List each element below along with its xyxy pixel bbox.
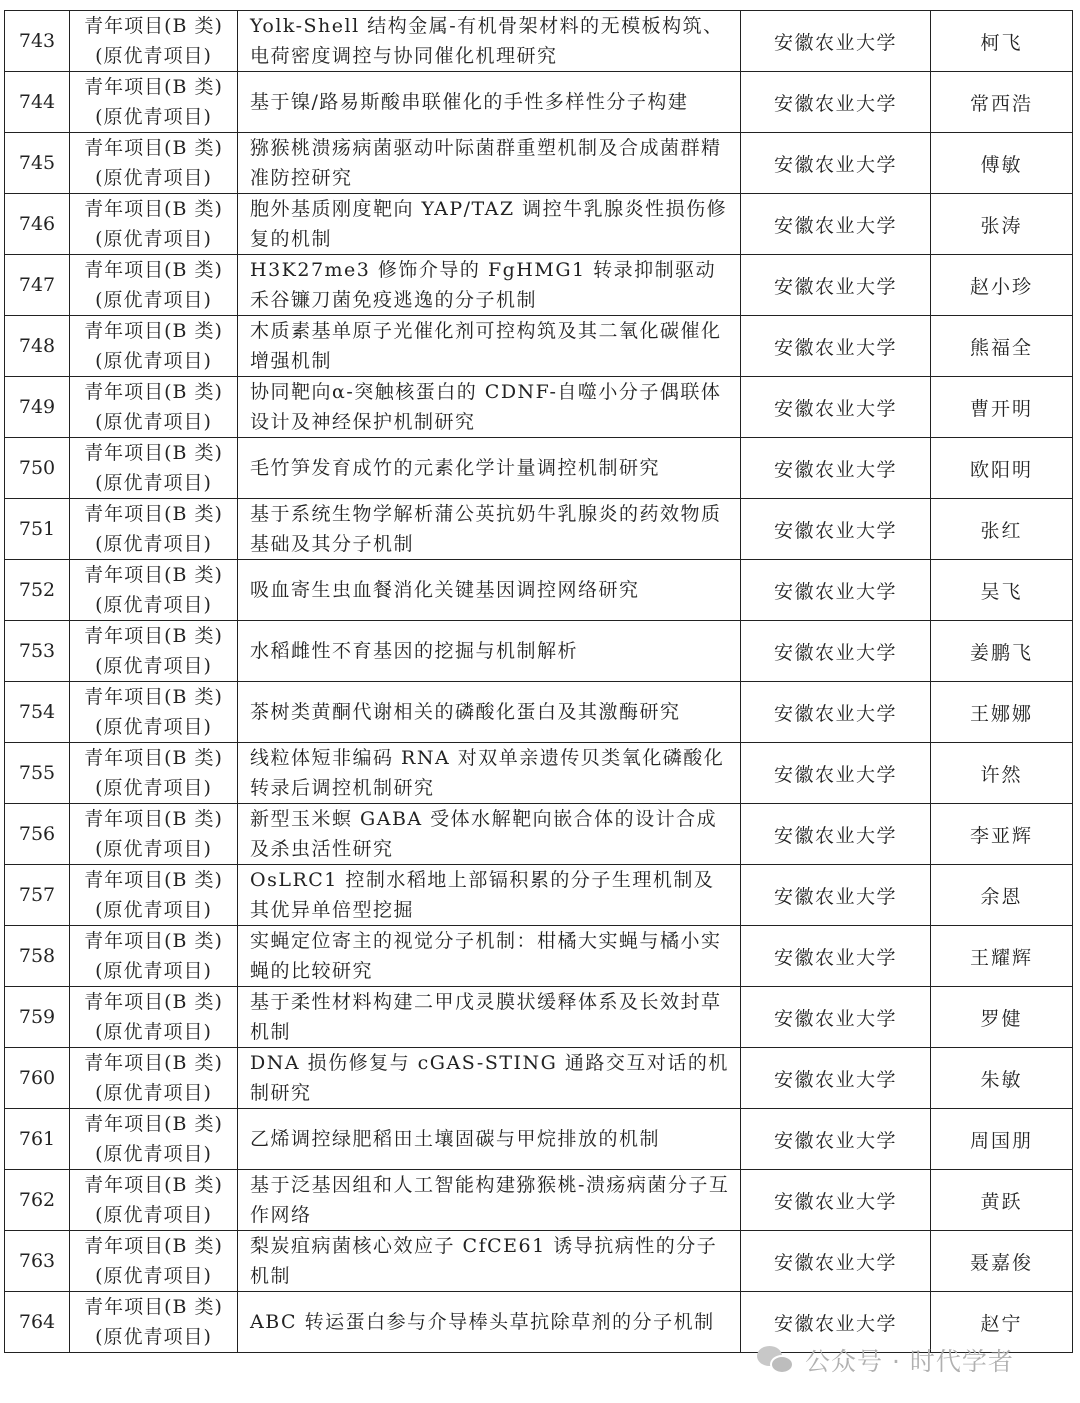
project-type	[70, 560, 238, 621]
institution: 安徽农业大学	[741, 682, 931, 743]
project-title: OsLRC1 控制水稻地上部镉积累的分子生理机制及其优异单倍型挖掘	[238, 865, 741, 926]
principal-investigator: 熊福全	[931, 316, 1073, 377]
row-number: 749	[5, 377, 70, 438]
principal-investigator: 傅敏	[931, 133, 1073, 194]
principal-investigator: 周国朋	[931, 1109, 1073, 1170]
row-number: 755	[5, 743, 70, 804]
table-row	[5, 804, 1073, 865]
principal-investigator: 常西浩	[931, 72, 1073, 133]
project-type-note: (原优青项目)	[95, 960, 212, 982]
principal-investigator: 罗健	[931, 987, 1073, 1048]
grant-table	[4, 10, 1073, 1353]
principal-investigator: 赵小珍	[931, 255, 1073, 316]
project-type-line: 青年项目(B 类)	[84, 747, 223, 769]
principal-investigator: 朱敏	[931, 1048, 1073, 1109]
institution: 安徽农业大学	[741, 560, 931, 621]
table-row	[5, 987, 1073, 1048]
table-row	[5, 560, 1073, 621]
project-title: ABC 转运蛋白参与介导棒头草抗除草剂的分子机制	[238, 1292, 741, 1353]
principal-investigator: 余恩	[931, 865, 1073, 926]
project-type-note: (原优青项目)	[95, 289, 212, 311]
institution: 安徽农业大学	[741, 194, 931, 255]
principal-investigator: 聂嘉俊	[931, 1231, 1073, 1292]
row-number: 763	[5, 1231, 70, 1292]
project-type-line: 青年项目(B 类)	[84, 1113, 223, 1135]
principal-investigator: 柯飞	[931, 11, 1073, 72]
table-row	[5, 72, 1073, 133]
project-title: 基于泛基因组和人工智能构建猕猴桃-溃疡病菌分子互作网络	[238, 1170, 741, 1231]
institution: 安徽农业大学	[741, 1292, 931, 1353]
row-number: 753	[5, 621, 70, 682]
institution: 安徽农业大学	[741, 1231, 931, 1292]
project-type	[70, 865, 238, 926]
institution: 安徽农业大学	[741, 621, 931, 682]
table-row	[5, 377, 1073, 438]
row-number: 744	[5, 72, 70, 133]
project-type-note: (原优青项目)	[95, 838, 212, 860]
project-type-line: 青年项目(B 类)	[84, 808, 223, 830]
institution: 安徽农业大学	[741, 316, 931, 377]
institution: 安徽农业大学	[741, 255, 931, 316]
project-type-line: 青年项目(B 类)	[84, 15, 223, 37]
project-type-line: 青年项目(B 类)	[84, 1235, 223, 1257]
project-type-note: (原优青项目)	[95, 411, 212, 433]
project-type-note: (原优青项目)	[95, 1265, 212, 1287]
project-type-note: (原优青项目)	[95, 1326, 212, 1348]
project-type-note: (原优青项目)	[95, 106, 212, 128]
project-type	[70, 133, 238, 194]
project-type	[70, 1109, 238, 1170]
row-number: 748	[5, 316, 70, 377]
row-number: 764	[5, 1292, 70, 1353]
project-title: 茶树类黄酮代谢相关的磷酸化蛋白及其激酶研究	[238, 682, 741, 743]
project-type-note: (原优青项目)	[95, 45, 212, 67]
row-number: 752	[5, 560, 70, 621]
project-type	[70, 987, 238, 1048]
watermark	[757, 1340, 1014, 1380]
institution: 安徽农业大学	[741, 377, 931, 438]
project-title: 新型玉米螟 GABA 受体水解靶向嵌合体的设计合成及杀虫活性研究	[238, 804, 741, 865]
project-type-note: (原优青项目)	[95, 594, 212, 616]
project-title: 水稻雌性不育基因的挖掘与机制解析	[238, 621, 741, 682]
project-type-note: (原优青项目)	[95, 533, 212, 555]
row-number: 762	[5, 1170, 70, 1231]
project-type-line: 青年项目(B 类)	[84, 991, 223, 1013]
project-type-line: 青年项目(B 类)	[84, 442, 223, 464]
project-type	[70, 1292, 238, 1353]
table-body	[5, 11, 1073, 1353]
project-title: 木质素基单原子光催化剂可控构筑及其二氧化碳催化增强机制	[238, 316, 741, 377]
project-type-note: (原优青项目)	[95, 1204, 212, 1226]
project-type	[70, 1231, 238, 1292]
institution: 安徽农业大学	[741, 72, 931, 133]
table-row	[5, 1048, 1073, 1109]
project-title: 梨炭疽病菌核心效应子 CfCE61 诱导抗病性的分子机制	[238, 1231, 741, 1292]
row-number: 743	[5, 11, 70, 72]
project-type-line: 青年项目(B 类)	[84, 564, 223, 586]
institution: 安徽农业大学	[741, 865, 931, 926]
project-type	[70, 316, 238, 377]
project-type-note: (原优青项目)	[95, 716, 212, 738]
project-type	[70, 72, 238, 133]
table-row	[5, 133, 1073, 194]
table-row	[5, 621, 1073, 682]
project-title: 猕猴桃溃疡病菌驱动叶际菌群重塑机制及合成菌群精准防控研究	[238, 133, 741, 194]
row-number: 761	[5, 1109, 70, 1170]
project-type	[70, 621, 238, 682]
project-type	[70, 438, 238, 499]
project-type-note: (原优青项目)	[95, 1021, 212, 1043]
institution: 安徽农业大学	[741, 1170, 931, 1231]
principal-investigator: 李亚辉	[931, 804, 1073, 865]
project-title: 实蝇定位寄主的视觉分子机制：柑橘大实蝇与橘小实蝇的比较研究	[238, 926, 741, 987]
project-title: 胞外基质刚度靶向 YAP/TAZ 调控牛乳腺炎性损伤修复的机制	[238, 194, 741, 255]
project-title: DNA 损伤修复与 cGAS-STING 通路交互对话的机制研究	[238, 1048, 741, 1109]
table-row	[5, 1109, 1073, 1170]
project-type-note: (原优青项目)	[95, 899, 212, 921]
institution: 安徽农业大学	[741, 804, 931, 865]
project-type-line: 青年项目(B 类)	[84, 686, 223, 708]
row-number: 758	[5, 926, 70, 987]
principal-investigator: 欧阳明	[931, 438, 1073, 499]
project-type-line: 青年项目(B 类)	[84, 76, 223, 98]
project-title: 协同靶向α-突触核蛋白的 CDNF-自噬小分子偶联体设计及神经保护机制研究	[238, 377, 741, 438]
project-type-line: 青年项目(B 类)	[84, 198, 223, 220]
institution: 安徽农业大学	[741, 926, 931, 987]
project-type	[70, 926, 238, 987]
principal-investigator: 王耀辉	[931, 926, 1073, 987]
watermark-text: 公众号 · 时代学者	[805, 1347, 1014, 1376]
principal-investigator: 张红	[931, 499, 1073, 560]
institution: 安徽农业大学	[741, 11, 931, 72]
row-number: 747	[5, 255, 70, 316]
project-type-line: 青年项目(B 类)	[84, 259, 223, 281]
project-title: 毛竹笋发育成竹的元素化学计量调控机制研究	[238, 438, 741, 499]
project-title: 基于柔性材料构建二甲戊灵膜状缓释体系及长效封草机制	[238, 987, 741, 1048]
project-type-line: 青年项目(B 类)	[84, 1296, 223, 1318]
table-row	[5, 743, 1073, 804]
project-type	[70, 743, 238, 804]
institution: 安徽农业大学	[741, 133, 931, 194]
institution: 安徽农业大学	[741, 499, 931, 560]
project-type-note: (原优青项目)	[95, 167, 212, 189]
table-row	[5, 11, 1073, 72]
project-type-note: (原优青项目)	[95, 228, 212, 250]
row-number: 756	[5, 804, 70, 865]
principal-investigator: 赵宁	[931, 1292, 1073, 1353]
project-title: 基于镍/路易斯酸串联催化的手性多样性分子构建	[238, 72, 741, 133]
principal-investigator: 曹开明	[931, 377, 1073, 438]
project-type	[70, 11, 238, 72]
project-title: 乙烯调控绿肥稻田土壤固碳与甲烷排放的机制	[238, 1109, 741, 1170]
institution: 安徽农业大学	[741, 743, 931, 804]
project-type	[70, 499, 238, 560]
project-type-line: 青年项目(B 类)	[84, 503, 223, 525]
project-title: 线粒体短非编码 RNA 对双单亲遗传贝类氧化磷酸化转录后调控机制研究	[238, 743, 741, 804]
project-type	[70, 1170, 238, 1231]
table-row	[5, 682, 1073, 743]
principal-investigator: 黄跃	[931, 1170, 1073, 1231]
project-type-line: 青年项目(B 类)	[84, 930, 223, 952]
table-row	[5, 865, 1073, 926]
table-row	[5, 1170, 1073, 1231]
table-row	[5, 438, 1073, 499]
row-number: 745	[5, 133, 70, 194]
principal-investigator: 王娜娜	[931, 682, 1073, 743]
project-type-note: (原优青项目)	[95, 1082, 212, 1104]
table-row	[5, 1231, 1073, 1292]
table-row	[5, 316, 1073, 377]
project-type-line: 青年项目(B 类)	[84, 625, 223, 647]
row-number: 760	[5, 1048, 70, 1109]
project-type	[70, 255, 238, 316]
institution: 安徽农业大学	[741, 1109, 931, 1170]
project-type-line: 青年项目(B 类)	[84, 1174, 223, 1196]
project-type	[70, 377, 238, 438]
project-type-line: 青年项目(B 类)	[84, 869, 223, 891]
row-number: 746	[5, 194, 70, 255]
project-type-line: 青年项目(B 类)	[84, 137, 223, 159]
project-type	[70, 194, 238, 255]
table-row	[5, 926, 1073, 987]
project-type-note: (原优青项目)	[95, 1143, 212, 1165]
row-number: 754	[5, 682, 70, 743]
institution: 安徽农业大学	[741, 438, 931, 499]
project-type-note: (原优青项目)	[95, 655, 212, 677]
project-title: 基于系统生物学解析蒲公英抗奶牛乳腺炎的药效物质基础及其分子机制	[238, 499, 741, 560]
project-type-line: 青年项目(B 类)	[84, 381, 223, 403]
principal-investigator: 吴飞	[931, 560, 1073, 621]
table-row	[5, 194, 1073, 255]
table-row	[5, 255, 1073, 316]
principal-investigator: 姜鹏飞	[931, 621, 1073, 682]
project-type	[70, 1048, 238, 1109]
table-row	[5, 499, 1073, 560]
project-title: Yolk-Shell 结构金属-有机骨架材料的无模板构筑、电荷密度调控与协同催化机理研究	[238, 11, 741, 72]
principal-investigator: 许然	[931, 743, 1073, 804]
project-type-note: (原优青项目)	[95, 472, 212, 494]
project-type-line: 青年项目(B 类)	[84, 1052, 223, 1074]
institution: 安徽农业大学	[741, 987, 931, 1048]
institution: 安徽农业大学	[741, 1048, 931, 1109]
project-type-line: 青年项目(B 类)	[84, 320, 223, 342]
project-type-note: (原优青项目)	[95, 350, 212, 372]
row-number: 759	[5, 987, 70, 1048]
project-type-note: (原优青项目)	[95, 777, 212, 799]
row-number: 757	[5, 865, 70, 926]
row-number: 751	[5, 499, 70, 560]
project-type	[70, 682, 238, 743]
project-title: 吸血寄生虫血餐消化关键基因调控网络研究	[238, 560, 741, 621]
wechat-icon	[757, 1344, 795, 1376]
project-title: H3K27me3 修饰介导的 FgHMG1 转录抑制驱动禾谷镰刀菌免疫逃逸的分子机制	[238, 255, 741, 316]
project-type	[70, 804, 238, 865]
row-number: 750	[5, 438, 70, 499]
principal-investigator: 张涛	[931, 194, 1073, 255]
